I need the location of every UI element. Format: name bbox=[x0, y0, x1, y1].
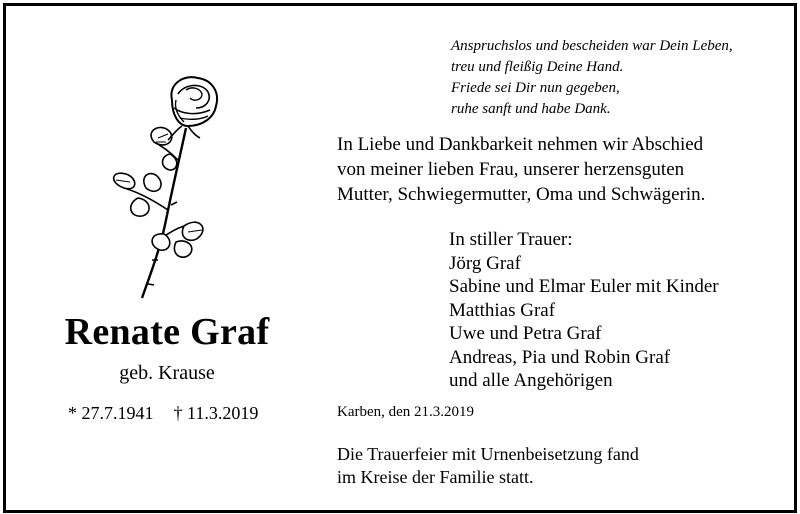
mourner-name: Sabine und Elmar Euler mit Kinder bbox=[449, 276, 719, 297]
deceased-name: Renate Graf bbox=[64, 311, 270, 353]
mourners-heading: In stiller Trauer: bbox=[449, 229, 573, 250]
mourner-name: und alle Angehörigen bbox=[449, 370, 613, 391]
farewell-line: von meiner lieben Frau, unserer herzensguten bbox=[337, 159, 685, 180]
farewell-line: In Liebe und Dankbarkeit nehmen wir Abschied bbox=[337, 134, 704, 155]
death-date: † 11.3.2019 bbox=[173, 403, 259, 423]
mourner-name: Uwe und Petra Graf bbox=[449, 323, 602, 344]
life-dates bbox=[68, 403, 258, 424]
mourner-name: Jörg Graf bbox=[449, 252, 521, 274]
funeral-note bbox=[337, 443, 639, 489]
poem-line: Friede sei Dir nun gegeben, bbox=[451, 80, 620, 96]
maiden-name: geb. Krause bbox=[119, 362, 215, 384]
mourners-list bbox=[449, 228, 719, 393]
obituary-frame bbox=[3, 3, 797, 513]
poem-line: ruhe sanft und habe Dank. bbox=[451, 101, 611, 117]
farewell-line: Mutter, Schwiegermutter, Oma und Schwägerin. bbox=[337, 184, 706, 205]
birth-date: * 27.7.1941 bbox=[68, 403, 154, 423]
poem bbox=[451, 36, 733, 120]
poem-line: Anspruchslos und bescheiden war Dein Leben, bbox=[451, 38, 733, 54]
funeral-line: Die Trauerfeier mit Urnenbeisetzung fand bbox=[337, 444, 639, 464]
mourner-name: Andreas, Pia und Robin Graf bbox=[449, 346, 671, 368]
place-date: Karben, den 21.3.2019 bbox=[337, 404, 475, 420]
poem-line: treu und fleißig Deine Hand. bbox=[451, 59, 624, 75]
mourner-name: Matthias Graf bbox=[449, 299, 556, 321]
rose-icon bbox=[98, 70, 228, 302]
funeral-line: im Kreise der Familie statt. bbox=[337, 467, 534, 487]
farewell-text bbox=[337, 132, 705, 207]
